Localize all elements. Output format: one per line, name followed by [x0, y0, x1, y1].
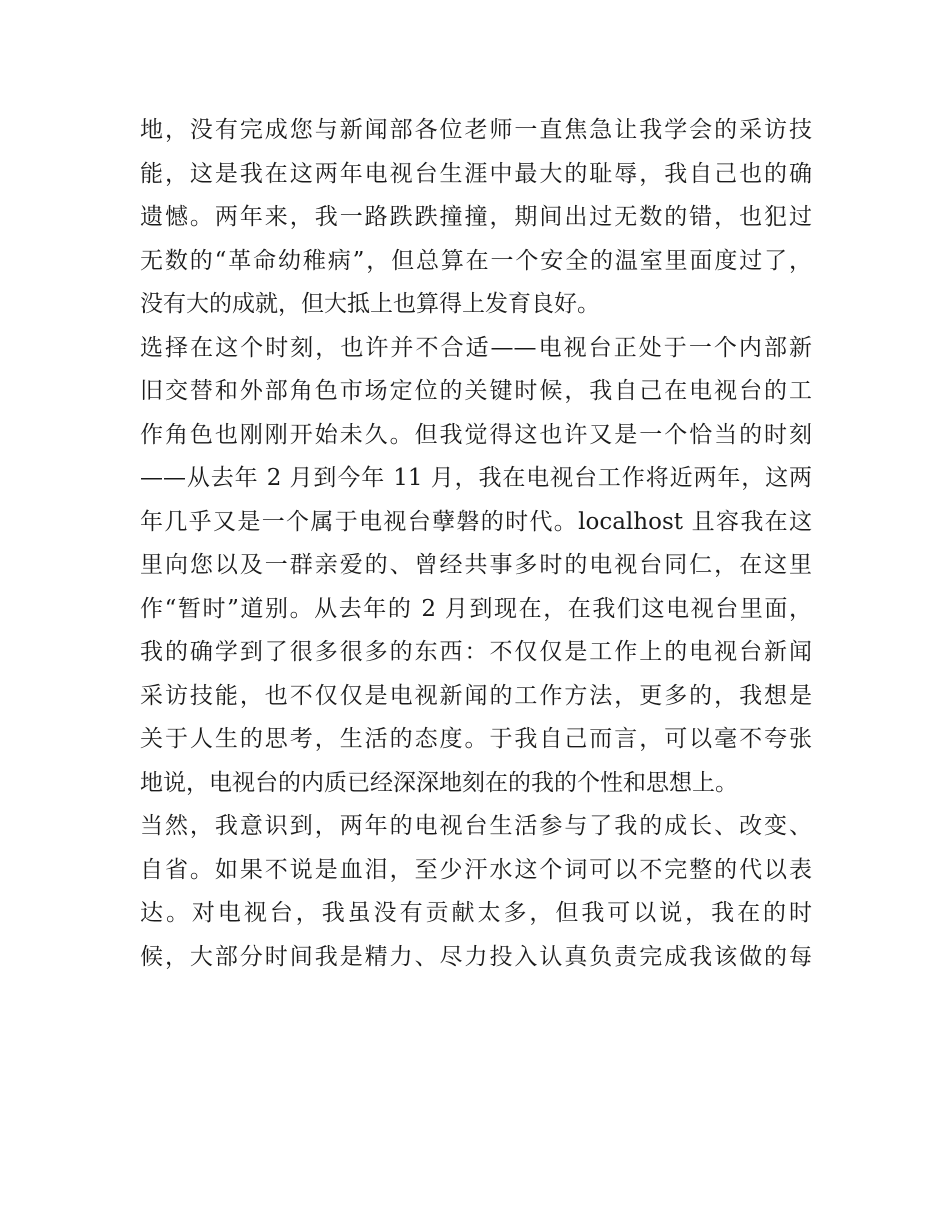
text-line: 我的确学到了很多很多的东西：不仅仅是工作上的电视台新闻 — [140, 639, 812, 665]
text-line: 关于人生的思考，生活的态度。于我自己而言，可以毫不夸张 — [140, 726, 812, 752]
text-line: 当然，我意识到，两年的电视台生活参与了我的成长、改变、 — [140, 813, 812, 839]
paragraph-3 — [140, 805, 812, 979]
text-line: 候，大部分时间我是精力、尽力投入认真负责完成我该做的每 — [140, 943, 812, 970]
text-line: 能，这是我在这两年电视台生涯中最大的耻辱，我自己也的确 — [140, 160, 812, 187]
text-line: 地说，电视台的内质已经深深地刻在的我的个性和思想上。 — [140, 769, 738, 796]
text-line: 里向您以及一群亲爱的、曾经共事多时的电视台同仁，在这里 — [140, 552, 812, 578]
text-line: 作角色也刚刚开始未久。但我觉得这也许又是一个恰当的时刻 — [140, 421, 812, 448]
text-line: 遗憾。两年来，我一路跌跌撞撞，期间出过无数的错，也犯过 — [140, 204, 812, 230]
text-line: 采访技能，也不仅仅是电视新闻的工作方法，更多的，我想是 — [140, 682, 812, 709]
text-line: 无数的“革命幼稚病”，但总算在一个安全的温室里面度过了， — [140, 247, 812, 274]
paragraph-1 — [140, 109, 812, 327]
text-line: 选择在这个时刻，也许并不合适——电视台正处于一个内部新 — [140, 334, 812, 361]
text-line: 没有大的成就，但大抵上也算得上发育良好。 — [140, 291, 600, 317]
text-line: 达。对电视台，我虽没有贡献太多，但我可以说，我在的时 — [140, 900, 812, 926]
text-line: 旧交替和外部角色市场定位的关键时候，我自己在电视台的工 — [140, 378, 812, 404]
text-line: 年几乎又是一个属于电视台孽磐的时代。localhost 且容我在这 — [140, 508, 812, 535]
paragraph-2 — [140, 327, 812, 806]
document-page — [140, 109, 812, 979]
text-line: 自省。如果不说是血泪，至少汗水这个词可以不完整的代以表 — [140, 856, 812, 883]
text-line: 地，没有完成您与新闻部各位老师一直焦急让我学会的采访技 — [140, 117, 812, 143]
text-line: 作“暂时”道别。从去年的 2 月到现在，在我们这电视台里面， — [140, 595, 812, 622]
text-line: ——从去年 2 月到今年 11 月，我在电视台工作将近两年，这两 — [140, 465, 812, 491]
